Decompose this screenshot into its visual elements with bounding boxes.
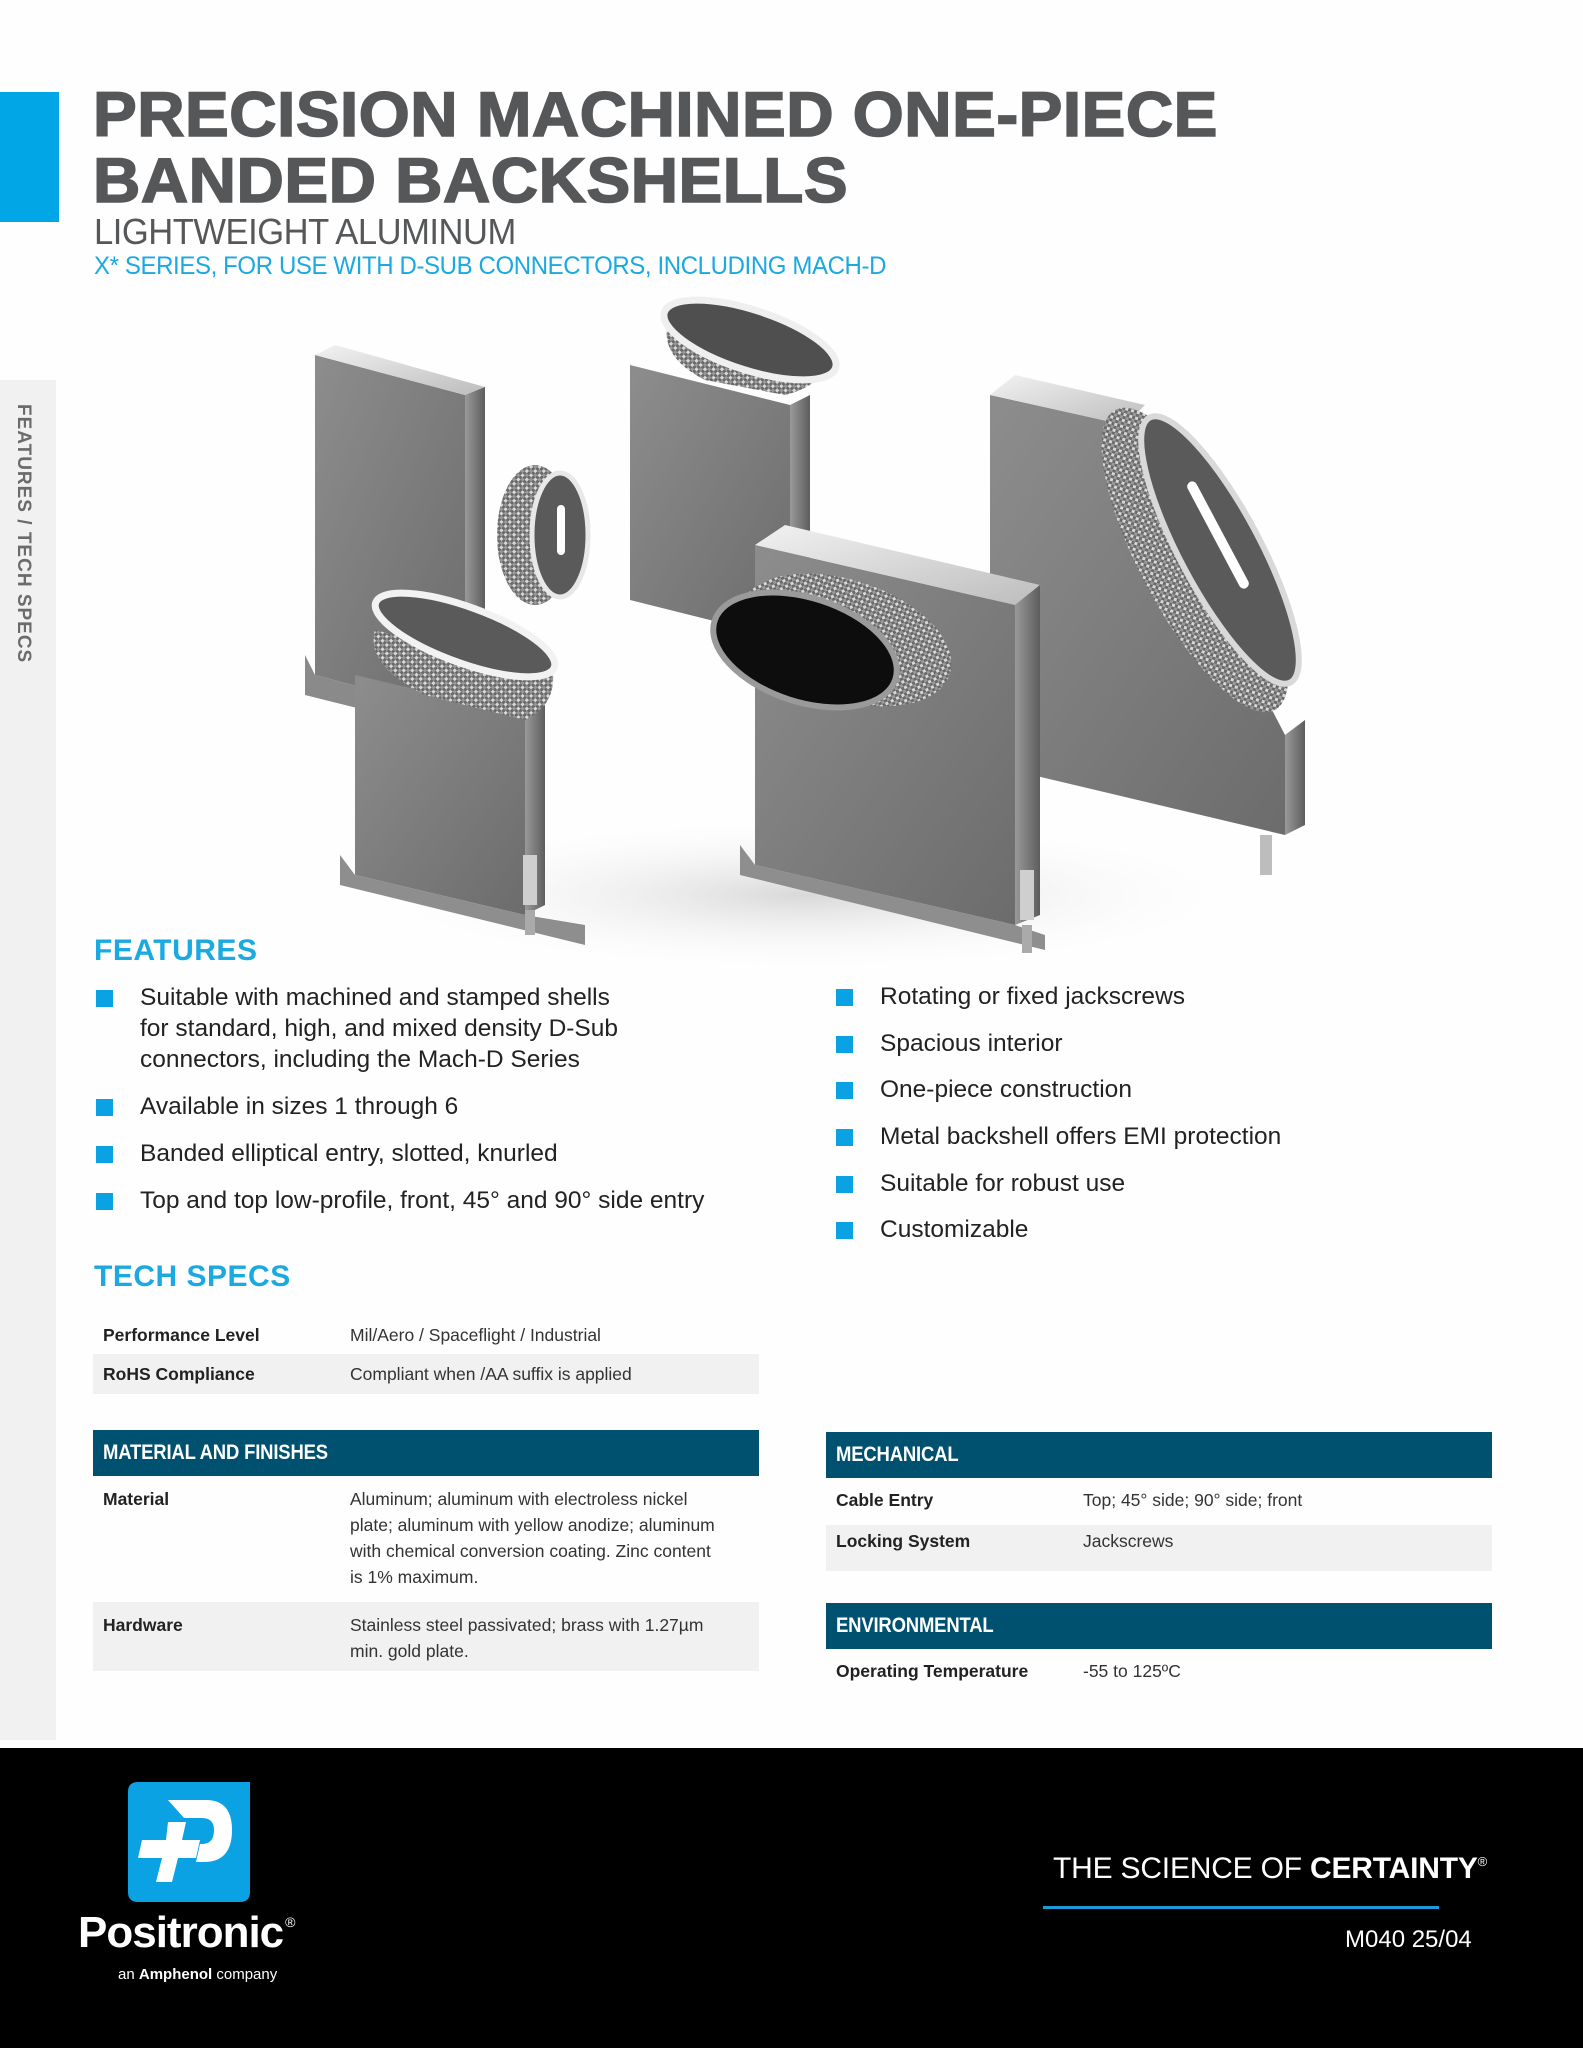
features-list-right <box>836 981 1436 1261</box>
table-row <box>826 1478 1492 1525</box>
feature-item: Top and top low-profile, front, 45° and 90° side entry <box>96 1185 776 1216</box>
table-header: MATERIAL AND FINISHES <box>93 1430 759 1476</box>
spec-value: Jackscrews <box>1083 1531 1174 1551</box>
table-row <box>826 1649 1492 1693</box>
header-accent-bar <box>0 92 59 222</box>
page-title <box>93 82 1218 214</box>
spec-label: RoHS Compliance <box>103 1363 255 1384</box>
brand-wordmark: Positronic ® <box>78 1908 295 1957</box>
spec-value: Compliant when /AA suffix is applied <box>350 1363 632 1384</box>
feature-item: Rotating or fixed jackscrews <box>836 981 1436 1012</box>
bullet-square-icon <box>96 1146 113 1163</box>
table-header: MECHANICAL <box>826 1432 1492 1478</box>
table-row <box>93 1354 759 1394</box>
spec-value: -55 to 125ºC <box>1083 1661 1181 1681</box>
table-row <box>93 1602 759 1671</box>
brand-subline: an Amphenol company <box>118 1966 278 1983</box>
table-header: ENVIRONMENTAL <box>826 1603 1492 1649</box>
document-code: M040 25/04 <box>1345 1926 1472 1953</box>
spec-label: Performance Level <box>103 1325 260 1345</box>
bullet-square-icon <box>836 1036 853 1053</box>
feature-item: Spacious interior <box>836 1028 1436 1059</box>
tech-specs-heading: TECH SPECS <box>94 1260 291 1293</box>
bullet-square-icon <box>96 990 113 1007</box>
bullet-square-icon <box>96 1193 113 1210</box>
spec-label: Locking System <box>836 1531 971 1551</box>
feature-item: Banded elliptical entry, slotted, knurled <box>96 1138 776 1169</box>
bullet-square-icon <box>836 989 853 1006</box>
spec-value: Stainless steel passivated; brass with 1.27µm min. gold plate. <box>350 1615 704 1661</box>
feature-item: Metal backshell offers EMI protection <box>836 1121 1436 1152</box>
environmental-table <box>826 1603 1492 1693</box>
series-description: X* SERIES, FOR USE WITH D-SUB CONNECTORS, INCLUDING MACH-D <box>94 252 887 280</box>
tech-specs-table <box>93 1317 759 1394</box>
table-row <box>826 1525 1492 1571</box>
tagline-divider <box>1043 1906 1439 1909</box>
spec-value: Mil/Aero / Spaceflight / Industrial <box>350 1325 601 1345</box>
bullet-square-icon <box>836 1176 853 1193</box>
bullet-square-icon <box>836 1129 853 1146</box>
table-row <box>93 1476 759 1602</box>
spec-label: Hardware <box>103 1615 183 1635</box>
feature-item: Customizable <box>836 1214 1436 1245</box>
bullet-square-icon <box>836 1082 853 1099</box>
spec-label: Operating Temperature <box>836 1661 1029 1681</box>
product-image <box>285 295 1320 975</box>
tagline: THE SCIENCE OF CERTAINTY® <box>1053 1852 1488 1885</box>
feature-item: One-piece construction <box>836 1074 1436 1105</box>
spec-label: Cable Entry <box>836 1490 934 1510</box>
table-row <box>93 1317 759 1354</box>
spec-value: Aluminum; aluminum with electroless nickel plate; aluminum with yellow anodize; aluminum with chemical conversion coating. Zinc content is 1% maximum. <box>350 1489 715 1587</box>
title-line-2: BANDED BACKSHELLS <box>93 146 849 216</box>
spec-value: Top; 45° side; 90° side; front <box>1083 1490 1303 1510</box>
spec-label: Material <box>103 1489 170 1509</box>
feature-item: Suitable with machined and stamped shells for standard, high, and mixed density D-Sub connectors, including the Mach-D Series <box>96 982 776 1075</box>
page-subtitle: LIGHTWEIGHT ALUMINUM <box>94 211 516 252</box>
positronic-logo-icon <box>128 1782 250 1902</box>
features-list-left <box>96 982 776 1232</box>
material-finishes-table <box>93 1430 759 1671</box>
side-tab-label: FEATURES / TECH SPECS <box>13 404 34 664</box>
mechanical-table <box>826 1432 1492 1571</box>
bullet-square-icon <box>96 1099 113 1116</box>
bullet-square-icon <box>836 1222 853 1239</box>
feature-item: Suitable for robust use <box>836 1168 1436 1199</box>
features-heading: FEATURES <box>94 934 258 967</box>
title-line-1: PRECISION MACHINED ONE-PIECE <box>93 80 1218 150</box>
feature-item: Available in sizes 1 through 6 <box>96 1091 776 1122</box>
